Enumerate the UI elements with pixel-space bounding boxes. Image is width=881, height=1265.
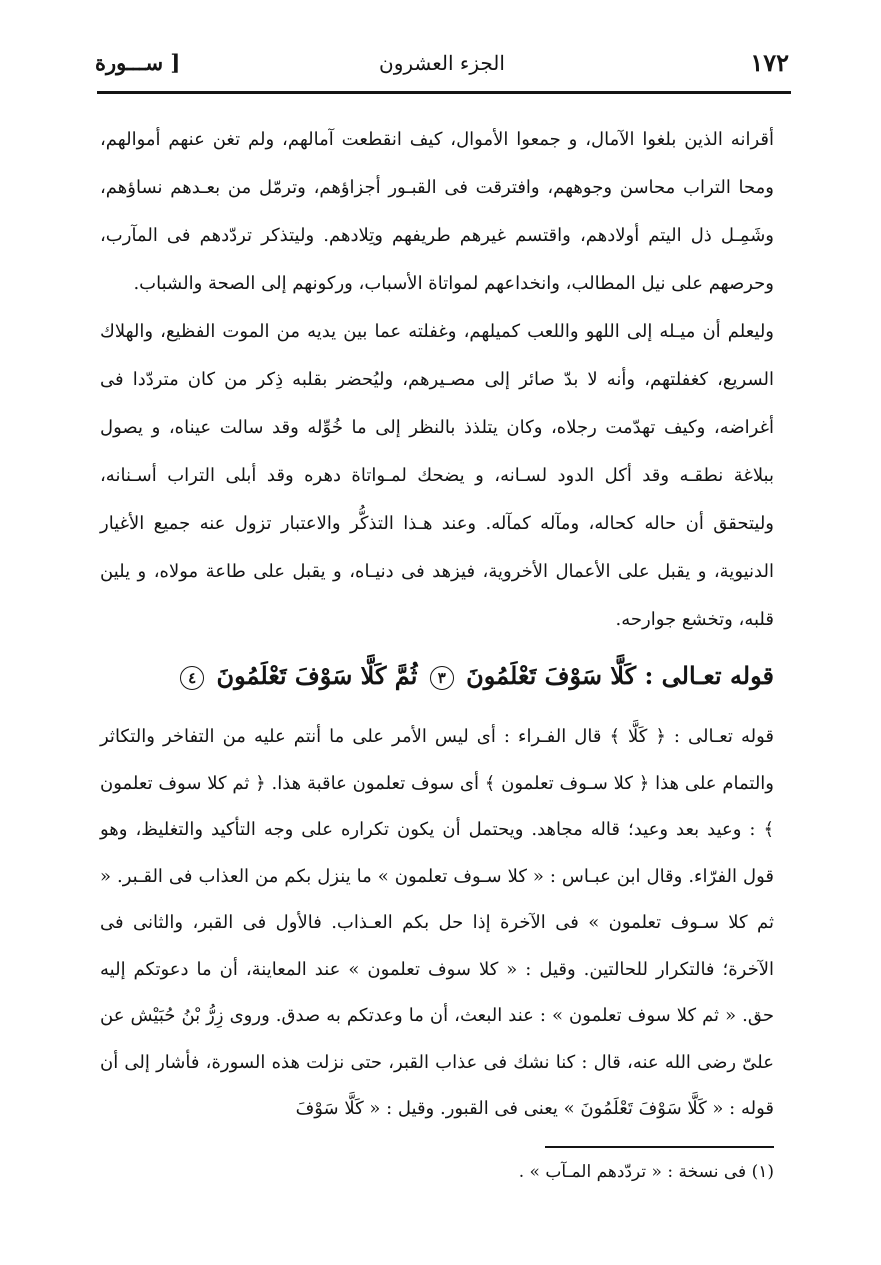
header-rule [97, 91, 791, 94]
paragraph: وليعلم أن ميـله إلى اللهو واللعب كميلهم، وغفلته عما بين يديه من الموت الفظيع، والهلاك السريع، كغفلتهم، وأنه لا بدّ صائر إلى مصـيرهم، وليُحضر بقلبه ذِكر من كان متردّدا فى أغراضه، وكيف تهدّمت رجلاه، وكان يتلذذ بالنظر إلى ما خُوِّله وقد سالت عيناه، و يصول ببلاغة نطقـه وقد أكل الدود لسـانه، و يضحك لمـواتاة دهره وقد أبلى التراب أسـنانه، وليتحقق أن حاله كحاله، ومآله كمآله. وعند هـذا التذكُّر والاعتبار تزول عنه جميع الأغيار الدنيوية، و يقبل على الأعمال الأخروية، فيزهد فى دنيـاه، و يقبل على طاعة مولاه، و يلين قلبه، وتخشع جوارحه. [100, 321, 774, 630]
verse-intro: قوله تعـالى : [644, 661, 774, 690]
footnote-rule [545, 1146, 774, 1148]
running-header [95, 48, 789, 90]
body-text [100, 116, 774, 644]
paragraph: قوله تعـالى : ﴿ كَلَّا ﴾ قال الفـراء : أى ليس الأمر على ما أنتم عليه من التفاخر والتكاثر والتمام على هذا ﴿ كلا سـوف تعلمون ﴾ أى سوف تعلمون عاقبة هذا. ﴿ ثم كلا سوف تعلمون ﴾ : وعيد بعد وعيد؛ قاله مجاهد. ويحتمل أن يكون تكراره على وجه التأكيد والتغليظ، وهو قول الفرّاء. وقال ابن عبـاس : « كلا سـوف تعلمون » ما ينزل بكم من العذاب فى القـبر. « ثم كلا سـوف تعلمون » فى الآخرة إذا حل بكم العـذاب. فالأول فى القبر، والثانى فى الآخرة؛ فالتكرار للحالتين. وقيل : « كلا سوف تعلمون » عند المعاينة، أن ما دعوتكم إليه حق. « ثم كلا سوف تعلمون » : عند البعث، أن ما وعدتكم به صدق. وروى زِرُّ بْنُ حُبَيْش عن علىّ رضى الله عنه، قال : كنا نشك فى عذاب القبر، حتى نزلت هذه السورة، فأشار إلى أن قوله : « كَلَّا سَوْفَ تَعْلَمُونَ » يعنى فى القبور. وقيل : « كَلَّا سَوْفَ [100, 726, 774, 1119]
page-number: ١٧٢ [750, 48, 789, 77]
verse-heading [100, 646, 774, 706]
verse-text: كَلَّا سَوْفَ تَعْلَمُونَ [466, 661, 637, 690]
part-title: الجزء العشرون [379, 51, 505, 75]
surah-label: [ ســـورة [95, 50, 181, 75]
verse-number: ٣ [430, 666, 454, 690]
verse-number: ٤ [180, 666, 204, 690]
paragraph: أقرانه الذين بلغوا الآمال، و جمعوا الأموال، كيف انقطعت آمالهم، ولم تغن عنهم أموالهم، ومحا التراب محاسن وجوههم، وافترقت فى القبـور أجزاؤهم، وترمّل من بعـدهم نساؤهم، وشَمِـل ذل اليتم أولادهم، واقتسم غيرهم طريفهم وتِلادهم. وليتذكر تردّدهم فى المآرب، وحرصهم على نيل المطالب، وانخداعهم لمواتاة الأسباب، وركونهم إلى الصحة والشباب. [100, 129, 774, 294]
commentary-text [100, 714, 774, 1133]
footnote: (١) فى نسخة : « تردّدهم المـآب » . [518, 1162, 774, 1182]
verse-text: ثُمَّ كَلَّا سَوْفَ تَعْلَمُونَ [216, 661, 418, 690]
